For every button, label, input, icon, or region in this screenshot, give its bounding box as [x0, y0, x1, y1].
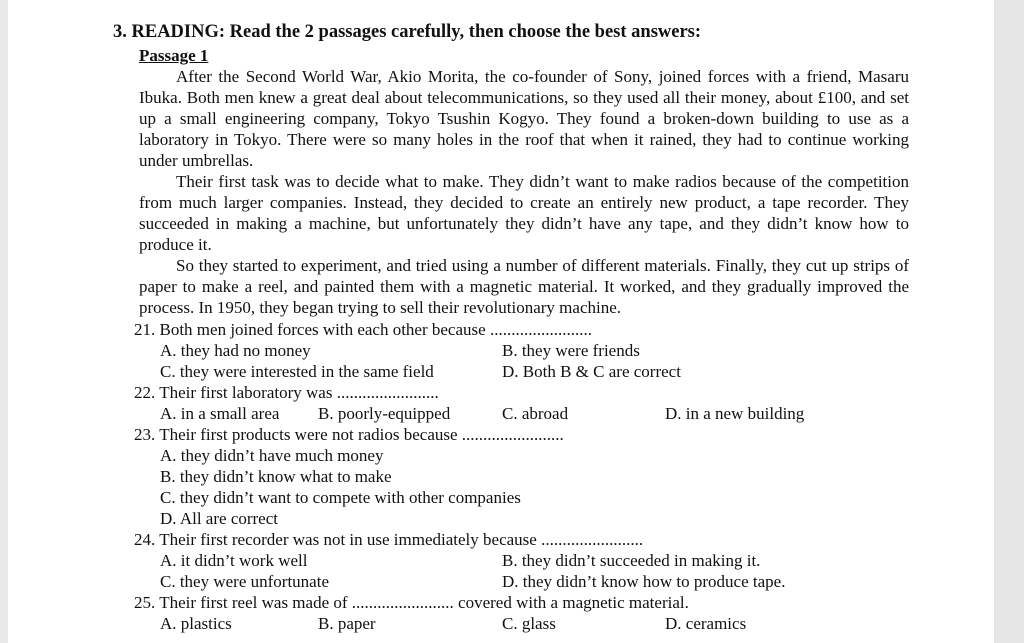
answer-option[interactable]: B. they didn’t succeeded in making it. [502, 551, 761, 570]
paragraph: After the Second World War, Akio Morita, the co-founder of Sony, joined forces with a friend, Masaru Ibuka. Both men knew a great deal about telecommunications, so they used all their money, about £100, and set up a small engineering company, Tokyo Tsushin Kogyo. They found a broken-down building to use as a laboratory in Tokyo. There were so many holes in the roof that when it rained, they had to continue working under umbrellas. [139, 67, 909, 170]
question-stem: 24. Their first recorder was not in use immediately because ........................ [134, 530, 644, 549]
answer-option[interactable]: C. they didn’t want to compete with other companies [160, 488, 521, 507]
answer-option[interactable]: D. All are correct [160, 509, 278, 528]
answer-option[interactable]: C. glass [502, 614, 556, 633]
answer-option[interactable]: A. plastics [160, 614, 232, 633]
paragraph: So they started to experiment, and tried using a number of different materials. Finally, they cut up strips of paper to make a reel, and painted them with a magnetic material. It worked, and they gradually improved the process. In 1950, they began trying to sell their revolutionary machine. [139, 256, 909, 317]
answer-option[interactable]: A. in a small area [160, 404, 280, 423]
answer-option[interactable]: D. ceramics [665, 614, 747, 633]
answer-option[interactable]: A. they had no money [160, 341, 311, 360]
answer-option[interactable]: D. in a new building [665, 404, 805, 423]
answer-option[interactable]: C. abroad [502, 404, 569, 423]
answer-option[interactable]: A. it didn’t work well [160, 551, 308, 570]
answer-option[interactable]: B. they were friends [502, 341, 640, 360]
paragraph: Their first task was to decide what to make. They didn’t want to make radios because of the competition from much larger companies. Instead, they decided to create an entirely new product, a tape recorder. They succeeded in making a machine, but unfortunately they didn’t have any tape, and they didn’t know how to produce it. [139, 172, 909, 254]
answer-option[interactable]: C. they were unfortunate [160, 572, 329, 591]
passage-title: Passage 1 [139, 46, 209, 65]
answer-option[interactable]: C. they were interested in the same field [160, 362, 434, 381]
answer-option[interactable]: B. they didn’t know what to make [160, 467, 392, 486]
question-stem: 23. Their first products were not radios because ........................ [134, 425, 564, 444]
exercise-heading: 3. READING: Read the 2 passages carefully, then choose the best answers: [113, 22, 702, 42]
passage-body [139, 66, 909, 318]
answer-option[interactable]: D. Both B & C are correct [502, 362, 681, 381]
answer-option[interactable]: A. they didn’t have much money [160, 446, 384, 465]
question-stem: 25. Their first reel was made of ........................ covered with a magnetic material. [134, 593, 689, 612]
answer-option[interactable]: B. paper [318, 614, 376, 633]
answer-option[interactable]: B. poorly-equipped [318, 404, 451, 423]
answer-option[interactable]: D. they didn’t know how to produce tape. [502, 572, 786, 591]
question-stem: 21. Both men joined forces with each other because ........................ [134, 320, 592, 339]
question-stem: 22. Their first laboratory was ........................ [134, 383, 439, 402]
